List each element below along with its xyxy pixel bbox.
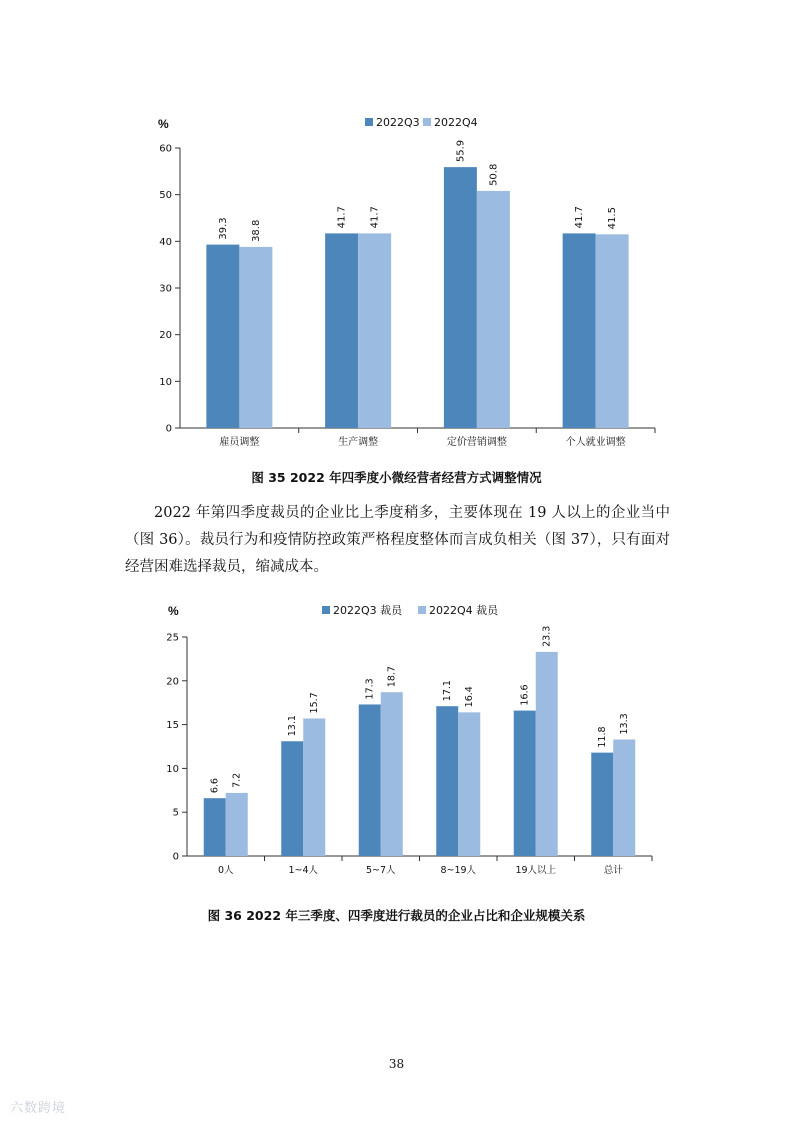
- chart36-category-label: 19人以上: [515, 865, 557, 876]
- chart35-legend-swatch: [423, 118, 431, 126]
- chart36-data-label: 11.8: [597, 726, 609, 748]
- chart36-legend-label: 2022Q4 裁员: [429, 604, 499, 617]
- chart36-legend-swatch: [322, 606, 330, 614]
- chart36-bar-series1: [204, 798, 226, 856]
- paragraph-text: 2022 年第四季度裁员的企业比上季度稍多，主要体现在 19 人以上的企业当中（图 36）。裁员行为和疫情防控政策严格程度整体而言成负相关（图 37），只有面对经营困难选择裁员，缩减成本。: [125, 505, 670, 575]
- chart35-data-label: 55.9: [455, 139, 467, 163]
- chart36-bar-series1: [281, 741, 303, 856]
- chart35-data-label: 41.7: [574, 206, 586, 229]
- chart35-category-label: 个人就业调整: [565, 437, 626, 448]
- chart36-data-label: 16.6: [519, 684, 531, 706]
- chart36-y-tick-label: 20: [166, 676, 179, 688]
- chart35-data-label: 38.8: [250, 219, 262, 242]
- body-paragraph: [125, 500, 670, 581]
- chart36-data-label: 7.2: [231, 772, 243, 788]
- chart35-bar-series1: [563, 233, 596, 428]
- chart35-y-tick-label: 30: [159, 283, 172, 295]
- chart36-data-label: 17.3: [364, 678, 376, 700]
- chart36-category-label: 总计: [603, 865, 623, 876]
- chart36-bar-series2: [226, 793, 248, 856]
- chart35-y-tick-label: 0: [165, 423, 172, 435]
- chart35-bar-series1: [444, 167, 477, 428]
- chart35-category-label: 定价营销调整: [446, 437, 507, 448]
- chart36-y-tick-label: 5: [172, 807, 179, 819]
- chart36-category-label: 5~7人: [365, 865, 396, 876]
- chart36-data-label: 13.1: [287, 715, 299, 737]
- chart36-bar-series2: [613, 739, 635, 856]
- chart35-y-tick-label: 40: [159, 236, 172, 248]
- chart35-unit: %: [158, 117, 169, 131]
- chart35-data-label: 41.7: [369, 206, 381, 229]
- watermark-logo: 六数跨境: [10, 1101, 67, 1116]
- chart36-data-label: 23.3: [541, 625, 553, 647]
- chart36-data-label: 6.6: [209, 778, 221, 794]
- chart35-y-tick-label: 60: [159, 143, 172, 155]
- page-number: 38: [388, 1057, 405, 1071]
- chart36-data-label: 18.7: [386, 666, 398, 688]
- chart36-bar-series1: [436, 706, 458, 856]
- chart35-bar-series1: [206, 245, 239, 428]
- chart35-legend-swatch: [365, 118, 373, 126]
- chart35-bar-series2: [477, 191, 510, 428]
- chart35-y-tick-label: 10: [159, 376, 172, 388]
- chart35-data-label: 39.3: [217, 217, 229, 240]
- chart36-y-tick-label: 10: [166, 763, 179, 775]
- chart36-caption: 图 36 2022 年三季度、四季度进行裁员的企业占比和企业规模关系: [207, 908, 586, 923]
- chart35-data-label: 41.5: [607, 207, 619, 230]
- chart35-legend-label: 2022Q4: [434, 116, 478, 129]
- chart36-category-label: 0人: [217, 865, 234, 876]
- chart36-bar-series2: [381, 692, 403, 856]
- chart36-bar-series2: [536, 652, 558, 856]
- chart36-y-tick-label: 0: [172, 851, 179, 863]
- chart36-unit: %: [168, 604, 179, 618]
- chart35-bar-series1: [325, 233, 358, 428]
- chart35-y-tick-label: 50: [159, 190, 172, 202]
- chart36-bar-series1: [514, 711, 536, 856]
- chart35-y-tick-label: 20: [159, 330, 172, 342]
- chart35-bar-series2: [596, 234, 629, 428]
- chart36-legend-swatch: [418, 606, 426, 614]
- chart36-bar-series2: [458, 712, 480, 856]
- chart36-y-tick-label: 15: [166, 720, 179, 732]
- chart36-y-tick-label: 25: [166, 632, 179, 644]
- chart35-legend-label: 2022Q3: [376, 116, 420, 129]
- chart36-category-label: 8~19人: [440, 865, 477, 876]
- chart36-bar-series2: [303, 718, 325, 856]
- chart36-category-label: 1~4人: [288, 865, 319, 876]
- chart35-category-label: 雇员调整: [219, 437, 260, 448]
- chart35-data-label: 50.8: [488, 163, 500, 186]
- chart35-data-label: 41.7: [336, 206, 348, 229]
- chart36-legend-label: 2022Q3 裁员: [333, 604, 403, 617]
- chart35-bar-series2: [358, 233, 391, 428]
- chart35-category-label: 生产调整: [338, 437, 379, 448]
- chart36-data-label: 16.4: [464, 686, 476, 708]
- chart36-data-label: 17.1: [442, 680, 454, 702]
- chart35-bar-series2: [239, 247, 272, 428]
- chart36-bar-series1: [359, 704, 381, 856]
- chart36-data-label: 13.3: [619, 713, 631, 735]
- chart35-caption: 图 35 2022 年四季度小微经营者经营方式调整情况: [251, 470, 542, 485]
- chart36-data-label: 15.7: [309, 692, 321, 714]
- chart36-bar-series1: [591, 753, 613, 856]
